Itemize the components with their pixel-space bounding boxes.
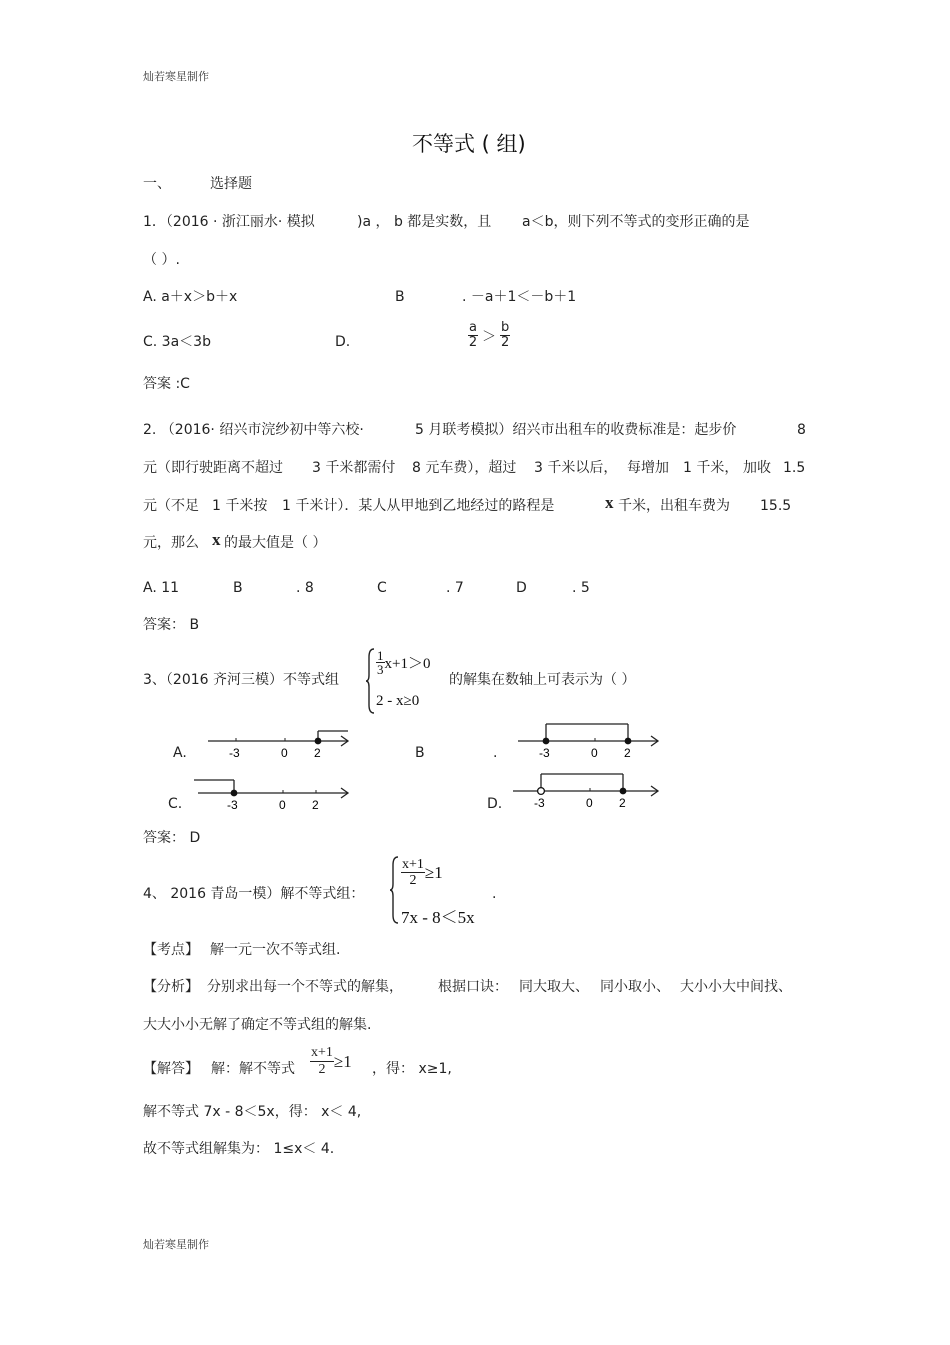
section-label: 选择题: [210, 176, 252, 192]
q3-number-line-c: [190, 772, 355, 814]
q3-stem-part2: 的解集在数轴上可表示为（ ）: [449, 672, 636, 688]
variable-x-symbol: x: [605, 493, 614, 512]
q2-line4-part1: 元，那么: [143, 535, 199, 551]
tick-label-2: 2: [619, 796, 626, 810]
fenxi-text-4: 同小取小、: [600, 979, 670, 995]
q2-option-c-letter: C: [377, 580, 387, 596]
q4-period: .: [492, 886, 497, 902]
fenxi-text-2: 根据口诀：: [438, 979, 508, 995]
jieda-text-2: ，得： x≥1,: [372, 1061, 452, 1077]
fenxi-text-3: 同大取大、: [519, 979, 589, 995]
tick-label-minus3: -3: [539, 746, 550, 760]
jieda-text-1: 解：解不等式: [211, 1061, 295, 1077]
q1-option-b-letter: B: [395, 289, 405, 305]
q2-option-b-value: . 8: [296, 580, 314, 596]
left-brace-icon: [366, 647, 376, 715]
q2-option-a: A. 11: [143, 580, 180, 596]
q2-line2-part4: 3 千米以后，: [534, 460, 618, 476]
q2-line3-part4: 千米，出租车费为: [618, 498, 730, 514]
q2-line1-part2: 5 月联考模拟）绍兴市出租车的收费标准是：起步价: [415, 422, 737, 438]
q1-blank: （ ）.: [143, 252, 180, 268]
q1-stem-part1: 1．（2016 · 浙江丽水· 模拟: [143, 214, 315, 230]
fenxi-text-1: 分别求出每一个不等式的解集，: [207, 979, 403, 995]
q2-line2-part5: 每增加: [627, 460, 669, 476]
q4-system-line2: 7x - 8＜5x: [401, 908, 475, 927]
q2-line3-part2: 1 千米按: [212, 498, 268, 514]
q3-system-line1: $\frac{1}{3}$ x+1＞0: [377, 648, 431, 677]
jieda-fraction-inequality: $\frac{x+1}{2}$ ≥1: [311, 1045, 352, 1077]
q4-inequality-system: [390, 855, 500, 927]
fenxi-tag: 【分析】: [143, 979, 199, 995]
q4-system-line1: $\frac{x+1}{2}$ ≥1: [402, 857, 443, 888]
q2-line2-part6: 1 千米，: [683, 460, 739, 476]
tick-label-minus3: -3: [534, 796, 545, 810]
fenxi-text-5: 大小小大中间找、: [680, 979, 792, 995]
jieda-tag: 【解答】: [143, 1061, 199, 1077]
q2-line3-part1: 元（不足: [143, 498, 199, 514]
section-number: 一、: [143, 176, 171, 192]
solution-line-3: 故不等式组解集为： 1≤x＜ 4.: [143, 1141, 335, 1157]
tick-label-0: 0: [591, 746, 598, 760]
kaodian-text: 解一元一次不等式组.: [210, 942, 341, 958]
q3-option-d-label: D.: [487, 796, 503, 812]
q2-option-b-letter: B: [233, 580, 243, 596]
q2-line2-part2: 3 千米都需付: [312, 460, 396, 476]
q1-frac-a: $\frac{a}{2}$: [468, 320, 478, 350]
q2-line3-part5: 15.5: [760, 498, 792, 514]
q2-line2-part1: 元（即行驶距离不超过: [143, 460, 283, 476]
q2-line3-part3: 1 千米计）．某人从甲地到乙地经过的路程是: [282, 498, 555, 514]
q2-line4-part2: 的最大值是（ ）: [224, 535, 327, 551]
q1-frac-b: $\frac{b}{2}$: [500, 320, 510, 350]
q3-option-b-label: B: [415, 745, 425, 761]
q1-option-b-text: . －a＋1＜－b＋1: [462, 289, 577, 305]
tick-label-minus3: -3: [229, 746, 240, 760]
tick-label-2: 2: [624, 746, 631, 760]
q1-stem-part3: a＜b，则下列不等式的变形正确的是: [522, 214, 750, 230]
q2-answer: 答案： B: [143, 617, 200, 633]
q1-stem-part2: )a ， b 都是实数，且: [357, 214, 492, 230]
q3-system-line2: 2 - x≥0: [376, 693, 420, 709]
q2-line2-part7: 加收: [743, 460, 771, 476]
q3-option-a-label: A.: [173, 745, 187, 761]
q3-number-line-a: [200, 728, 355, 762]
q4-stem: 4、 2016 青岛一模）解不等式组：: [143, 886, 365, 902]
q3-option-b-dot: .: [493, 745, 498, 761]
tick-label-minus3: -3: [227, 798, 238, 812]
tick-label-2: 2: [312, 798, 319, 812]
q1-answer: 答案 :C: [143, 376, 190, 392]
q3-number-line-b: [510, 720, 665, 762]
fenxi-text-line2: 大大小小无解了确定不等式组的解集.: [143, 1017, 372, 1033]
q2-line2-part3: 8 元车费），超过: [412, 460, 517, 476]
q3-inequality-system: [366, 647, 446, 717]
q2-option-d-value: . 5: [572, 580, 590, 596]
variable-x-symbol-2: x: [212, 530, 221, 549]
tick-label-0: 0: [281, 746, 288, 760]
q1-option-d-math: [468, 321, 510, 350]
tick-label-0: 0: [279, 798, 286, 812]
q3-number-line-d: [505, 768, 665, 812]
solution-line-2: 解不等式 7x - 8＜5x，得： x＜ 4,: [143, 1104, 362, 1120]
q2-option-c-value: . 7: [446, 580, 464, 596]
q2-option-d-letter: D: [516, 580, 527, 596]
q3-option-c-label: C.: [168, 796, 183, 812]
tick-label-0: 0: [586, 796, 593, 810]
kaodian-tag: 【考点】: [143, 942, 199, 958]
q2-line1-part1: 2. （2016· 绍兴市浣纱初中等六校·: [143, 422, 364, 438]
greater-than-sign: ＞: [481, 328, 496, 345]
page-footer: 灿若寒星制作: [143, 1238, 209, 1251]
left-brace-icon: [390, 855, 400, 925]
tick-label-2: 2: [314, 746, 321, 760]
q1-option-c: C. 3a＜3b: [143, 334, 211, 350]
q2-line2-part8: 1.5: [783, 460, 806, 476]
q2-line1-part3: 8: [797, 422, 806, 438]
q3-stem-part1: 3、（2016 齐河三模）不等式组: [143, 672, 339, 688]
page-title: 不等式 ( 组): [412, 132, 526, 156]
page-header: 灿若寒星制作: [143, 70, 209, 83]
q1-option-a: A. a＋x＞b＋x: [143, 289, 238, 305]
q3-answer: 答案： D: [143, 830, 201, 846]
q1-option-d-letter: D.: [335, 334, 351, 350]
